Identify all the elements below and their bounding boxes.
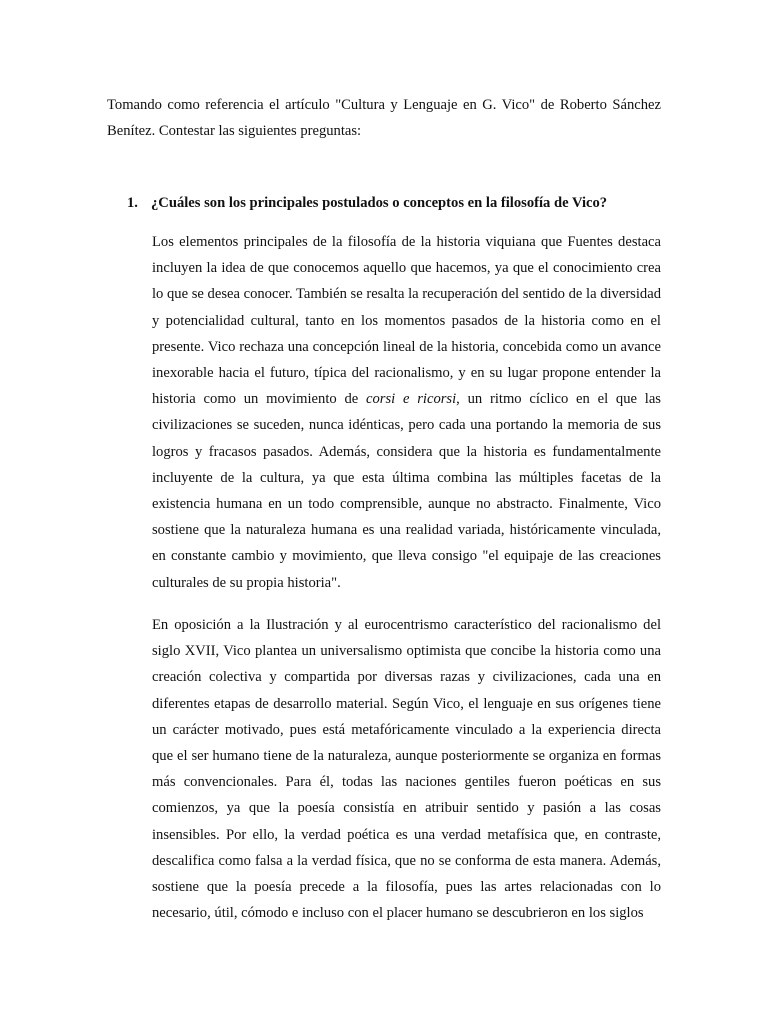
question-text: ¿Cuáles son los principales postulados o conceptos en la filosofía de Vico?: [151, 195, 608, 211]
answer-text-part-a: Los elementos principales de la filosofía de la historia viquiana que Fuentes destaca incluyen la idea de que conocemos aquello que hacemos, ya que el conocimiento crea lo que se desea conocer. También se resalta la recuperación del sentido de la diversidad y potencialidad cultural, tanto en los momentos pasados de la historia como en el presente. Vico rechaza una concepción lineal de la historia, concebida como un avance inexorable hacia el futuro, típica del racionalismo, y en su lugar propone entender la historia como un movimiento de: [152, 234, 661, 408]
question-number: 1.: [127, 195, 138, 211]
question-heading: [127, 192, 667, 214]
intro-paragraph: Tomando como referencia el artículo "Cultura y Lenguaje en G. Vico" de Roberto Sánchez Benítez. Contestar las siguientes preguntas:: [107, 97, 661, 139]
answer-paragraph-1: [152, 229, 661, 596]
answer-italic-term: corsi e ricorsi: [366, 391, 457, 408]
answer-paragraph-2: En oposición a la Ilustración y al eurocentrismo característico del racionalismo del siglo XVII, Vico plantea un universalismo optimista que concibe la historia como una creación colectiva y compartida por diversas razas y civilizaciones, cada una en diferentes etapas de desarrollo material. Según Vico, el lenguaje en sus orígenes tiene un carácter motivado, pues está metafóricamente vinculado a la experiencia directa que el ser humano tiene de la naturaleza, aunque posteriormente se organiza en formas más convencionales. Para él, todas las naciones gentiles fueron poéticas en sus comienzos, ya que la poesía consistía en atribuir sentido y pasión a las cosas insensibles. Por ello, la verdad poética es una verdad metafísica que, en contraste, descalifica como falsa a la verdad física, que no se conforma de esta manera. Además, sostiene que la poesía precede a la filosofía, pues las artes relacionadas con lo necesario, útil, cómodo e incluso con el placer humano se descubrieron en los siglos: [152, 617, 661, 922]
answer-text-part-b: , un ritmo cíclico en el que las civilizaciones se suceden, nunca idénticas, pero cada una portando la memoria de sus logros y fracasos pasados. Además, considera que la historia es fundamentalmente incluyente de la cultura, ya que esta última combina las múltiples facetas de la existencia humana en un todo comprensible, aunque no abstracto. Finalmente, Vico sostiene que la naturaleza humana es una realidad variada, históricamente vinculada, en constante cambio y movimiento, que lleva consigo "el equipaje de las creaciones culturales de su propia historia".: [152, 391, 661, 591]
